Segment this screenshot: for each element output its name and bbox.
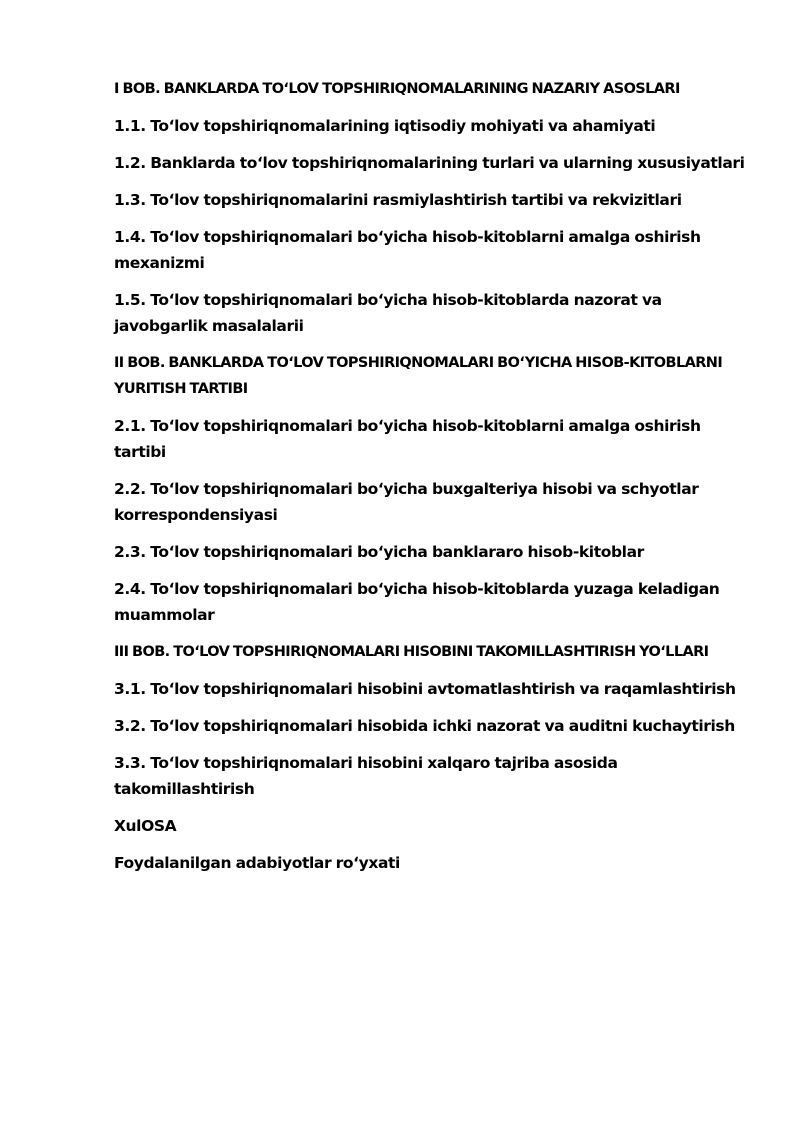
section-2-3: 2.3. Toʻlov topshiriqnomalari boʻyicha banklararo hisob-kitoblar [114, 543, 644, 561]
chapter-1-heading: I BOB. BANKLARDA TOʻLOV TOPSHIRIQNOMALARINING NAZARIY ASOSLARI [114, 81, 680, 97]
chapter-2-heading: II BOB. BANKLARDA TOʻLOV TOPSHIRIQNOMALARI BOʻYICHA HISOB-KITOBLARNI YURITISH TARTIBI [114, 355, 723, 397]
section-2-2: 2.2. Toʻlov topshiriqnomalari boʻyicha buxgalteriya hisobi va schyotlar korrespondensiyasi [114, 480, 699, 524]
section-1-4: 1.4. Toʻlov topshiriqnomalari boʻyicha hisob-kitoblarni amalga oshirish mexanizmi [114, 228, 701, 272]
section-3-2: 3.2. Toʻlov topshiriqnomalari hisobida ichki nazorat va auditni kuchaytirish [114, 717, 735, 735]
section-1-3: 1.3. Toʻlov topshiriqnomalarini rasmiylashtirish tartibi va rekvizitlari [114, 191, 682, 209]
section-2-1: 2.1. Toʻlov topshiriqnomalari boʻyicha hisob-kitoblarni amalga oshirish tartibi [114, 417, 701, 461]
section-1-1: 1.1. Toʻlov topshiriqnomalarining iqtisodiy mohiyati va ahamiyati [114, 117, 656, 135]
section-1-2: 1.2. Banklarda toʻlov topshiriqnomalarining turlari va ularning xususiyatlari [114, 154, 745, 172]
section-1-5: 1.5. Toʻlov topshiriqnomalari boʻyicha hisob-kitoblarda nazorat va javobgarlik masalalarii [114, 291, 662, 335]
section-3-3: 3.3. Toʻlov topshiriqnomalari hisobini xalqaro tajriba asosida takomillashtirish [114, 754, 618, 798]
section-3-1: 3.1. Toʻlov topshiriqnomalari hisobini avtomatlashtirish va raqamlashtirish [114, 680, 736, 698]
conclusion-heading: XulOSA [114, 817, 177, 835]
bibliography-heading: Foydalanilgan adabiyotlar roʻyxati [114, 854, 400, 872]
table-of-contents [114, 76, 754, 887]
chapter-3-heading: III BOB. TOʻLOV TOPSHIRIQNOMALARI HISOBINI TAKOMILLASHTIRISH YOʻLLARI [114, 644, 709, 660]
section-2-4: 2.4. Toʻlov topshiriqnomalari boʻyicha hisob-kitoblarda yuzaga keladigan muammolar [114, 580, 720, 624]
